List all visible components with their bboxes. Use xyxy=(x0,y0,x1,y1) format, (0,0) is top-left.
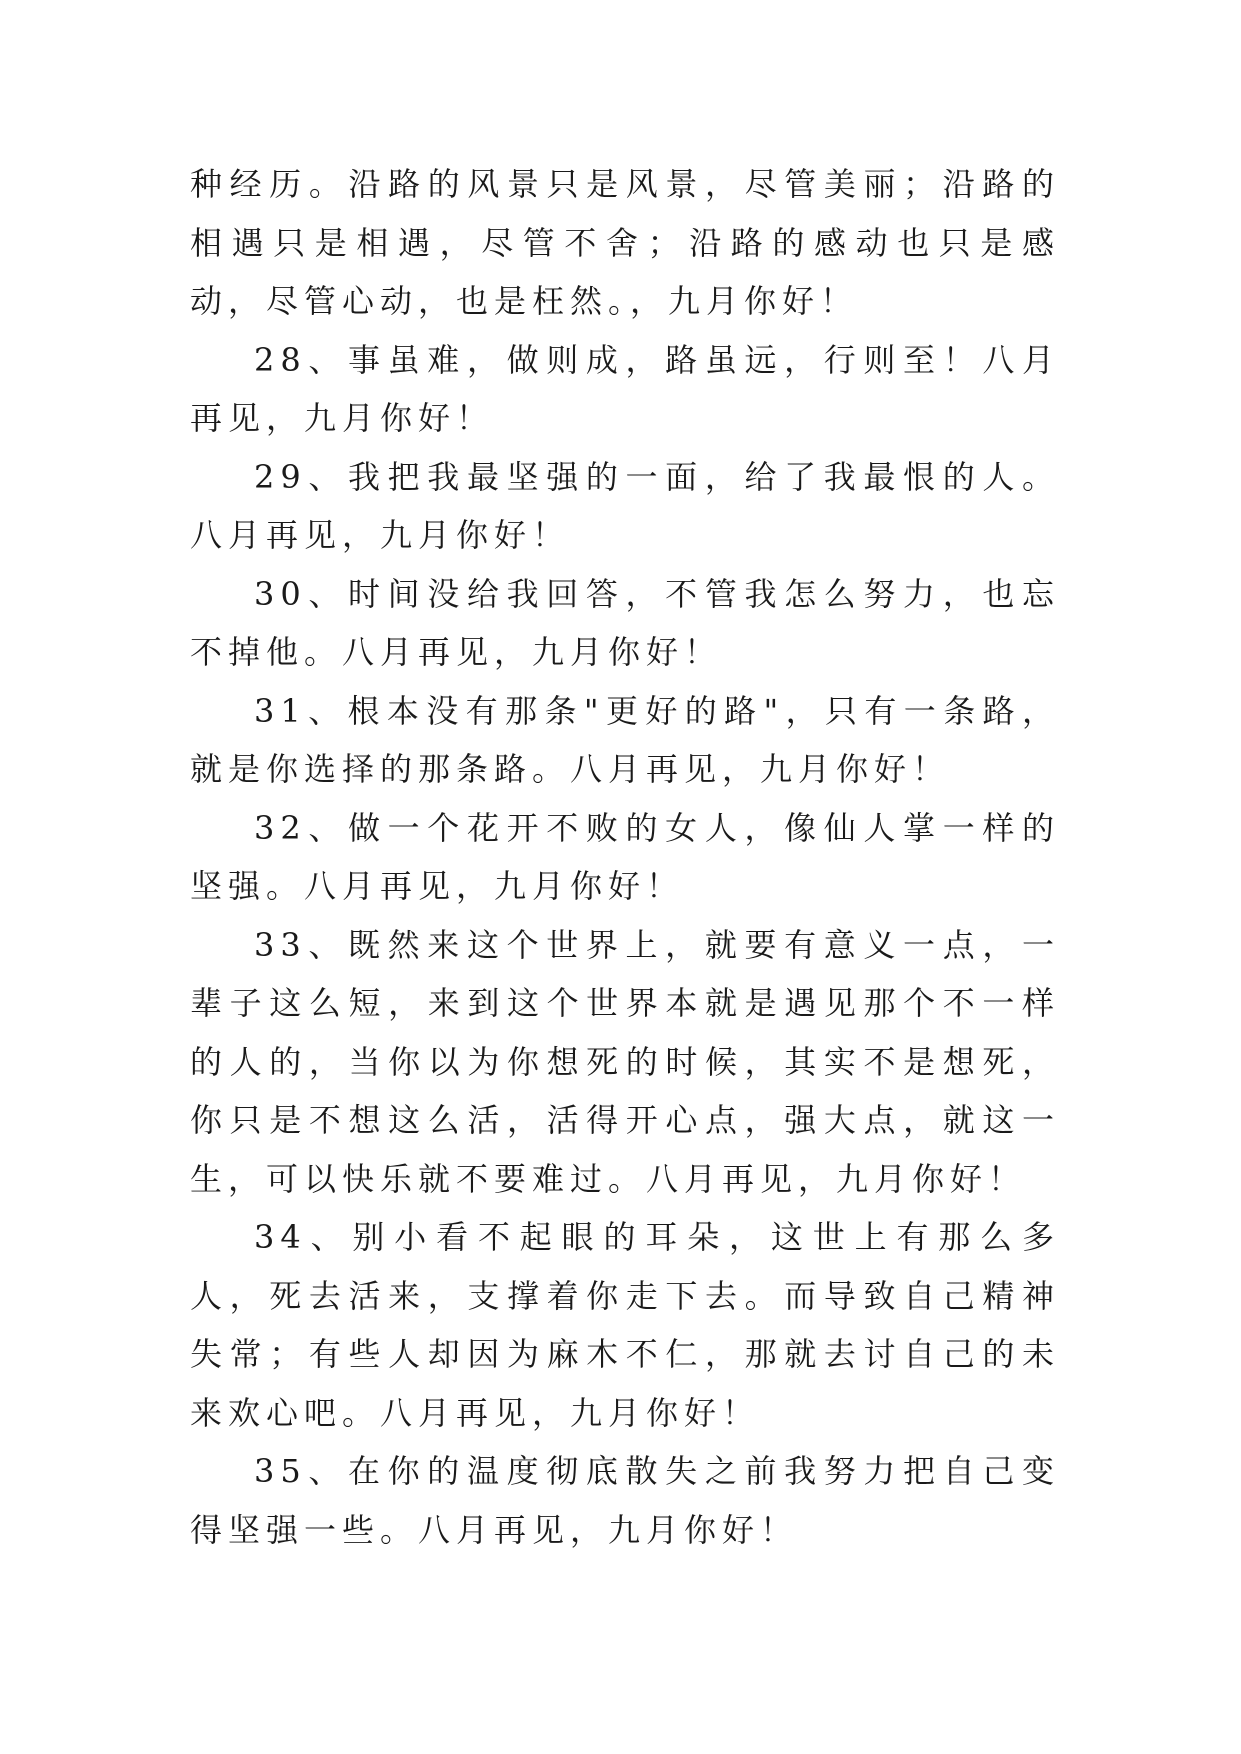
paragraph-continued: 种经历。沿路的风景只是风景，尽管美丽；沿路的相遇只是相遇，尽管不舍；沿路的感动也只是感动，尽管心动，也是枉然。，九月你好！ xyxy=(190,165,1060,320)
paragraph-28: 28、事虽难，做则成，路虽远，行则至！八月再见，九月你好！ xyxy=(190,340,1060,437)
document-body xyxy=(190,155,1060,1559)
paragraph-31: 31、根本没有那条"更好的路"，只有一条路，就是你选择的那条路。八月再见，九月你好！ xyxy=(190,691,1060,788)
paragraph-32: 32、做一个花开不败的女人，像仙人掌一样的坚强。八月再见，九月你好！ xyxy=(190,808,1060,905)
paragraph-33: 33、既然来这个世界上，就要有意义一点，一辈子这么短，来到这个世界本就是遇见那个不一样的人的，当你以为你想死的时候，其实不是想死，你只是不想这么活，活得开心点，强大点，就这一生，可以快乐就不要难过。八月再见，九月你好！ xyxy=(190,925,1060,1198)
paragraph-34: 34、别小看不起眼的耳朵，这世上有那么多人，死去活来，支撑着你走下去。而导致自己精神失常；有些人却因为麻木不仁，那就去讨自己的未来欢心吧。八月再见，九月你好！ xyxy=(190,1218,1060,1432)
paragraph-35: 35、在你的温度彻底散失之前我努力把自己变得坚强一些。八月再见，九月你好！ xyxy=(190,1452,1060,1549)
paragraph-29: 29、我把我最坚强的一面，给了我最恨的人。八月再见，九月你好！ xyxy=(190,457,1060,554)
paragraph-30: 30、时间没给我回答，不管我怎么努力，也忘不掉他。八月再见，九月你好！ xyxy=(190,574,1060,671)
